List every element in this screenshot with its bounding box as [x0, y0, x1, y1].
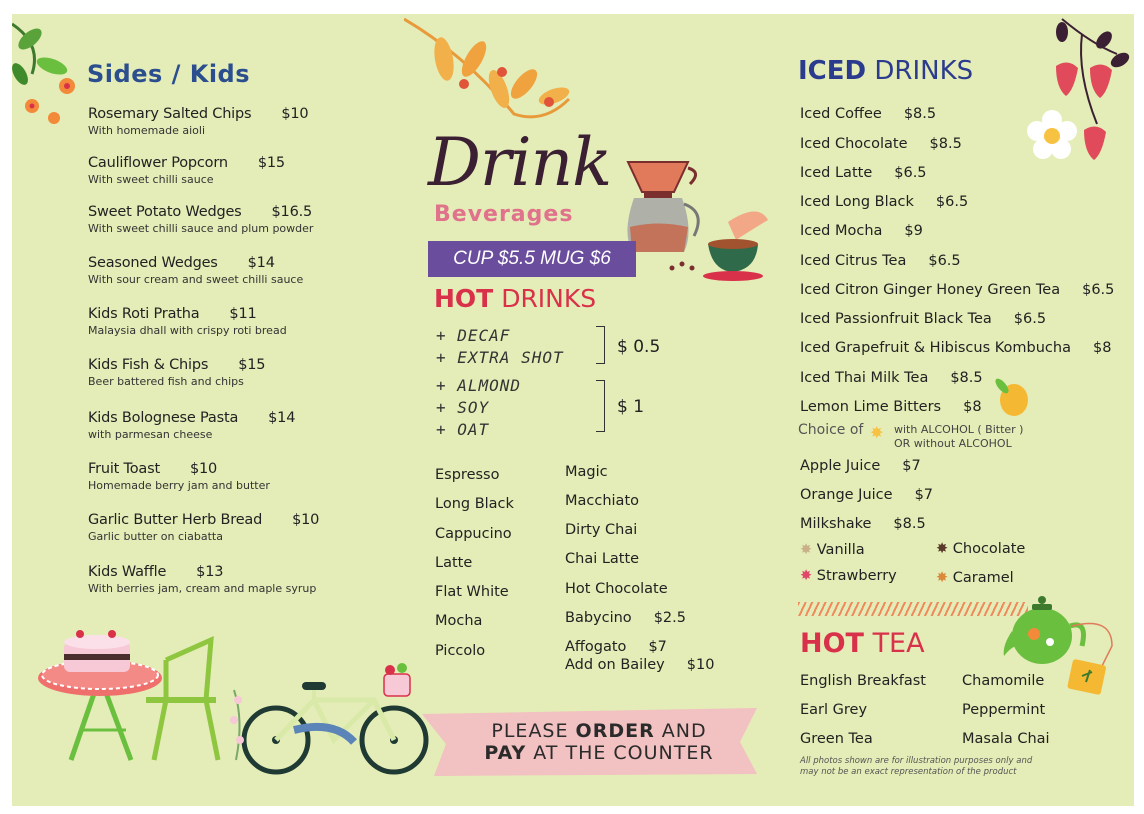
iced-drink-price: $9 — [904, 223, 923, 239]
iced-drink-item — [800, 165, 927, 181]
tea-item: Earl Grey — [800, 702, 868, 718]
affogato-item — [565, 639, 667, 655]
sides-title: Sides / Kids — [87, 60, 251, 88]
tea-item: Masala Chai — [962, 731, 1050, 747]
cup-mug-price-bar: CUP $5.5 MUG $6 — [428, 241, 636, 277]
side-item-description: With berries jam, cream and maple syrup — [88, 582, 317, 595]
iced-drink-price: $8 — [1092, 340, 1112, 356]
side-item-title — [88, 306, 388, 322]
side-item-name: Rosemary Salted Chips — [88, 106, 252, 122]
decorative-stripe — [798, 602, 1028, 616]
hot-drink-item: Dirty Chai — [565, 522, 638, 538]
iced-drink-price: $6.5 — [1013, 311, 1047, 327]
side-item-price: $10 — [281, 106, 309, 122]
side-item-description: With sweet chilli sauce — [88, 173, 214, 186]
iced-drink-name: Iced Citrus Tea — [800, 253, 907, 269]
addon-bracket-b — [596, 380, 605, 432]
addon-price-b: $ 1 — [617, 397, 645, 417]
iced-drink-name: Iced Grapefruit & Hibiscus Kombucha — [800, 340, 1071, 356]
side-item — [88, 410, 388, 441]
side-item-title — [88, 155, 388, 171]
juice-item — [800, 487, 933, 503]
banner-line1-bold: ORDER — [575, 720, 655, 742]
affogato-name: Affogato — [565, 639, 627, 655]
strawberry-flower-icon: ✸ — [800, 568, 813, 584]
iced-drink-price: $6.5 — [894, 165, 927, 181]
juice-item — [800, 458, 921, 474]
iced-drink-price: $8 — [963, 399, 982, 415]
side-item-description: Homemade berry jam and butter — [88, 479, 270, 492]
side-item-title — [88, 410, 388, 426]
hot-drink-item: Mocha — [435, 613, 483, 629]
hot-drink-item: Cappucino — [435, 526, 512, 542]
hot-drink-item: Latte — [435, 555, 473, 571]
hot-drinks-title — [434, 284, 596, 313]
tea-item: Peppermint — [962, 702, 1046, 718]
flavor-chocolate — [936, 541, 1025, 557]
tea-item: English Breakfast — [800, 673, 926, 689]
iced-drink-name: Iced Thai Milk Tea — [800, 370, 929, 386]
side-item-name: Garlic Butter Herb Bread — [88, 512, 263, 528]
iced-drink-item — [800, 106, 936, 122]
strawberry-flower-decoration-icon — [1022, 14, 1134, 174]
side-item-price: $16.5 — [271, 204, 313, 220]
banner-line-1 — [464, 720, 734, 742]
iced-drink-price: $8.5 — [903, 106, 937, 122]
addon-soy: + SOY — [436, 398, 490, 417]
side-item — [88, 461, 388, 492]
side-item-name: Seasoned Wedges — [88, 255, 218, 271]
hot-drinks-title-bold: HOT — [434, 284, 494, 313]
banner-line2-bold: PAY — [484, 742, 527, 764]
side-item-name: Kids Waffle — [88, 564, 167, 580]
juice-price: $7 — [902, 458, 921, 474]
photo-disclaimer — [800, 756, 1040, 778]
juice-item — [800, 516, 926, 532]
addon-extra-shot: + EXTRA SHOT — [436, 348, 564, 367]
hot-tea-title — [800, 628, 925, 659]
choice-option-no-alcohol: OR without ALCOHOL — [894, 437, 1012, 450]
flavor-chocolate-label: Chocolate — [952, 541, 1026, 557]
babycino-price: $2.5 — [653, 610, 686, 626]
side-item-description: With sweet chilli sauce and plum powder — [88, 222, 314, 235]
lemon-icon — [990, 376, 1032, 420]
side-item-title — [88, 461, 388, 477]
addon-almond: + ALMOND — [436, 376, 522, 395]
iced-drink-price: $6.5 — [1082, 282, 1115, 298]
leaf-branch-decoration-icon — [404, 14, 584, 129]
side-item-price: $10 — [189, 461, 218, 477]
juice-name: Orange Juice — [800, 487, 893, 503]
hot-drink-item: Flat White — [435, 584, 509, 600]
bicycle-illustration-icon — [224, 660, 434, 780]
side-item-title — [88, 106, 388, 122]
side-item-name: Sweet Potato Wedges — [88, 204, 242, 220]
side-item-price: $14 — [247, 255, 275, 271]
flavor-vanilla — [800, 542, 865, 558]
iced-drink-item — [800, 194, 968, 210]
addon-bracket-a — [596, 326, 605, 364]
hot-tea-title-bold: HOT — [800, 628, 864, 659]
flavor-strawberry-label: Strawberry — [816, 568, 897, 584]
disclaimer-line-2: may not be an exact representation of the product — [800, 767, 1017, 777]
addon-oat: + OAT — [436, 420, 490, 439]
side-item-price: $11 — [229, 306, 257, 322]
coffee-pot-illustration-icon — [618, 132, 778, 282]
side-item-description: With homemade aioli — [88, 124, 205, 137]
choice-options — [894, 423, 1023, 451]
banner-line1-pre: PLEASE — [491, 720, 576, 742]
juice-price: $8.5 — [893, 516, 926, 532]
bailey-name: Add on Bailey — [565, 657, 665, 673]
drink-title: Drink — [428, 124, 612, 201]
side-item-description: Garlic butter on ciabatta — [88, 530, 223, 543]
side-item — [88, 306, 388, 337]
side-item-title — [88, 204, 388, 220]
flavor-strawberry — [800, 568, 897, 584]
side-item-price: $10 — [292, 512, 320, 528]
menu-page — [12, 14, 1134, 806]
side-item-description: Beer battered fish and chips — [88, 375, 244, 388]
side-item — [88, 155, 388, 186]
iced-drink-name: Iced Coffee — [800, 106, 882, 122]
hot-drink-item: Macchiato — [565, 493, 640, 509]
flavor-vanilla-label: Vanilla — [816, 542, 865, 558]
side-item-title — [88, 564, 388, 580]
juice-name: Milkshake — [800, 516, 872, 532]
iced-drink-name: Iced Latte — [800, 165, 873, 181]
hot-drink-item: Long Black — [435, 496, 514, 512]
tea-item: Chamomile — [962, 673, 1045, 689]
babycino-name: Babycino — [565, 610, 632, 626]
iced-drink-name: Iced Mocha — [800, 223, 883, 239]
iced-title-rest: DRINKS — [874, 56, 974, 86]
hot-drinks-title-rest: DRINKS — [501, 284, 597, 313]
flower-decoration-icon — [12, 14, 82, 134]
iced-drink-item — [800, 136, 962, 152]
babycino-item — [565, 610, 686, 626]
hot-drink-item: Chai Latte — [565, 551, 640, 567]
side-item-description: with parmesan cheese — [88, 428, 213, 441]
sun-icon: ✸ — [870, 425, 884, 442]
side-item-title — [88, 255, 388, 271]
iced-drink-item — [800, 282, 1114, 298]
beverages-subtitle: Beverages — [434, 202, 574, 227]
iced-drink-name: Lemon Lime Bitters — [800, 399, 942, 415]
vanilla-flower-icon: ✸ — [800, 542, 813, 558]
disclaimer-line-1: All photos shown are for illustration purposes only and — [800, 756, 1033, 766]
cafe-table-illustration-icon — [36, 620, 226, 770]
affogato-price: $7 — [648, 639, 667, 655]
side-item-price: $15 — [238, 357, 266, 373]
bailey-price: $10 — [686, 657, 715, 673]
side-item — [88, 512, 388, 543]
iced-drink-price: $6.5 — [935, 194, 969, 210]
side-item — [88, 106, 388, 137]
iced-drink-price: $8.5 — [950, 370, 983, 386]
choice-of-label: Choice of — [798, 422, 864, 438]
addon-decaf: + DECAF — [436, 326, 511, 345]
side-item — [88, 255, 388, 286]
iced-drink-item — [800, 253, 961, 269]
side-item-title — [88, 512, 388, 528]
banner-line2-post: AT THE COUNTER — [526, 742, 714, 764]
side-item — [88, 357, 388, 388]
order-banner-text — [464, 720, 734, 764]
juice-name: Apple Juice — [800, 458, 881, 474]
banner-line1-post: AND — [654, 720, 707, 742]
iced-drink-item — [800, 370, 983, 386]
iced-drink-name: Iced Citron Ginger Honey Green Tea — [800, 282, 1061, 298]
hot-drink-item: Piccolo — [435, 643, 486, 659]
choice-option-alcohol: with ALCOHOL ( Bitter ) — [894, 423, 1024, 436]
tea-item: Green Tea — [800, 731, 873, 747]
iced-drink-price: $8.5 — [929, 136, 962, 152]
iced-drink-item — [800, 311, 1046, 327]
iced-title-bold: ICED — [798, 56, 867, 86]
iced-drink-name: Iced Long Black — [800, 194, 914, 210]
side-item-name: Fruit Toast — [88, 461, 160, 477]
side-item-name: Cauliflower Popcorn — [88, 155, 228, 171]
iced-drinks-title — [798, 56, 973, 86]
iced-drink-price: $6.5 — [928, 253, 961, 269]
iced-drink-item — [800, 399, 982, 415]
hot-drink-item: Magic — [565, 464, 608, 480]
bailey-addon-item — [565, 657, 714, 673]
iced-drink-item — [800, 223, 923, 239]
side-item-name: Kids Fish & Chips — [88, 357, 209, 373]
banner-line-2 — [464, 742, 734, 764]
juice-price: $7 — [914, 487, 934, 503]
hot-drink-item: Hot Chocolate — [565, 581, 668, 597]
side-item-description: With sour cream and sweet chilli sauce — [88, 273, 304, 286]
hot-drink-item: Espresso — [435, 467, 500, 483]
hot-tea-title-rest: TEA — [872, 628, 925, 659]
side-item-price: $14 — [268, 410, 296, 426]
side-item — [88, 204, 388, 235]
caramel-flower-icon: ✸ — [936, 570, 949, 586]
chocolate-flower-icon: ✸ — [936, 541, 949, 557]
side-item — [88, 564, 388, 595]
side-item-price: $15 — [257, 155, 285, 171]
side-item-name: Kids Roti Pratha — [88, 306, 200, 322]
iced-drink-item — [800, 340, 1111, 356]
flavor-caramel-label: Caramel — [952, 570, 1014, 586]
side-item-description: Malaysia dhall with crispy roti bread — [88, 324, 287, 337]
side-item-title — [88, 357, 388, 373]
iced-drink-name: Iced Chocolate — [800, 136, 908, 152]
side-item-name: Kids Bolognese Pasta — [88, 410, 239, 426]
side-item-price: $13 — [196, 564, 224, 580]
iced-drink-name: Iced Passionfruit Black Tea — [800, 311, 992, 327]
addon-price-a: $ 0.5 — [617, 337, 661, 357]
